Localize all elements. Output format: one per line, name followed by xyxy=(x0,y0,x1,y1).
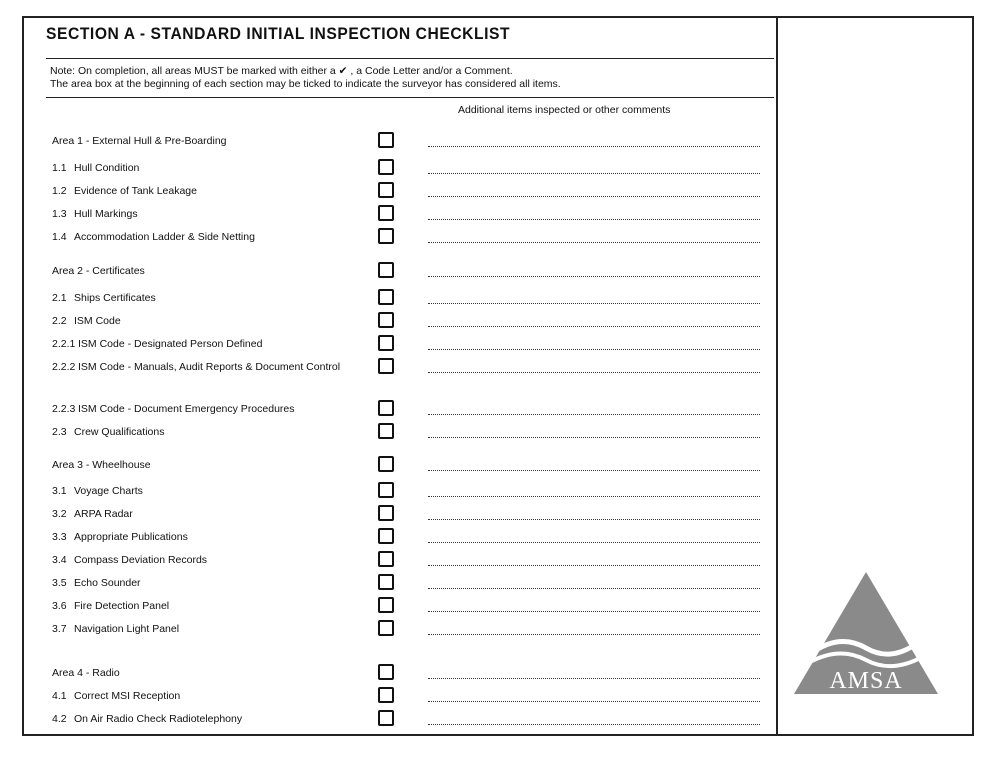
item-label xyxy=(52,135,370,148)
checklist-item-2-2-2 xyxy=(46,342,774,378)
item-number: 3.3 xyxy=(52,531,67,543)
item-text: Area 1 - External Hull & Pre-Boarding xyxy=(52,135,227,147)
item-text: ISM Code - Document Emergency Procedures xyxy=(78,403,295,415)
checkbox[interactable] xyxy=(378,620,394,636)
comment-line[interactable] xyxy=(428,542,760,543)
comment-line[interactable] xyxy=(428,303,760,304)
item-text: On Air Radio Check Radiotelephony xyxy=(74,713,243,725)
item-text: Compass Deviation Records xyxy=(74,554,208,566)
item-text: Hull Markings xyxy=(74,208,138,220)
comment-line[interactable] xyxy=(428,701,760,702)
checkbox[interactable] xyxy=(378,182,394,198)
additional-comments-header: Additional items inspected or other comments xyxy=(458,104,671,116)
item-number: 1.1 xyxy=(52,162,67,174)
item-label xyxy=(52,208,370,221)
item-label xyxy=(52,577,370,590)
item-number: 3.6 xyxy=(52,600,67,612)
item-text: ISM Code - Manuals, Audit Reports & Document Control xyxy=(78,361,341,373)
comment-line[interactable] xyxy=(428,242,760,243)
item-number: 3.5 xyxy=(52,577,67,589)
item-label xyxy=(52,600,370,613)
item-text: Correct MSI Reception xyxy=(74,690,181,702)
item-number: 2.3 xyxy=(52,426,67,438)
checklist-item-3-7 xyxy=(46,618,774,640)
item-label xyxy=(52,508,370,521)
item-number: 3.2 xyxy=(52,508,67,520)
checklist-item-1-1 xyxy=(46,157,774,179)
comment-line[interactable] xyxy=(428,678,760,679)
item-text: Appropriate Publications xyxy=(74,531,188,543)
item-text: ISM Code xyxy=(74,315,121,327)
item-label xyxy=(52,292,370,305)
comment-line[interactable] xyxy=(428,470,760,471)
item-label xyxy=(52,315,370,328)
checkbox[interactable] xyxy=(378,505,394,521)
checkbox[interactable] xyxy=(378,664,394,680)
item-number: 3.4 xyxy=(52,554,67,566)
checklist-item-2-1 xyxy=(46,287,774,309)
item-text: Area 4 - Radio xyxy=(52,667,120,679)
comment-line[interactable] xyxy=(428,326,760,327)
item-number: 3.1 xyxy=(52,485,67,497)
item-label xyxy=(52,531,370,544)
comment-line[interactable] xyxy=(428,437,760,438)
item-label xyxy=(52,485,370,498)
comment-line[interactable] xyxy=(428,414,760,415)
item-text: Evidence of Tank Leakage xyxy=(74,185,197,197)
section-title: SECTION A - STANDARD INITIAL INSPECTION CHECKLIST xyxy=(46,24,511,43)
checkbox[interactable] xyxy=(378,423,394,439)
item-label xyxy=(52,361,370,374)
item-number: 2.2 xyxy=(52,315,67,327)
item-label xyxy=(52,459,370,472)
checklist-document xyxy=(46,20,774,725)
checkbox[interactable] xyxy=(378,597,394,613)
comment-line[interactable] xyxy=(428,496,760,497)
item-text: Navigation Light Panel xyxy=(74,623,180,635)
note-line-2: The area box at the beginning of each section may be ticked to indicate the surveyor has considered all items. xyxy=(50,78,561,90)
checklist-item-3-4 xyxy=(46,549,774,571)
item-label xyxy=(52,185,370,198)
checklist-item-2-2-3 xyxy=(46,398,774,420)
checkbox[interactable] xyxy=(378,312,394,328)
checklist-item-2-3 xyxy=(46,421,774,443)
comment-line[interactable] xyxy=(428,173,760,174)
checklist-item-1-3 xyxy=(46,203,774,225)
comment-line[interactable] xyxy=(428,724,760,725)
item-label xyxy=(52,231,370,244)
note-rule xyxy=(46,97,774,98)
comment-line[interactable] xyxy=(428,146,760,147)
area-heading-row xyxy=(46,662,774,684)
area-heading-row xyxy=(46,130,774,152)
item-text: Fire Detection Panel xyxy=(74,600,170,612)
item-label xyxy=(52,713,370,726)
checklist-item-1-4 xyxy=(46,226,774,248)
item-number: 1.3 xyxy=(52,208,67,220)
checkbox[interactable] xyxy=(378,289,394,305)
checklist-item-3-1 xyxy=(46,480,774,502)
checklist-item-4-1 xyxy=(46,685,774,707)
item-label xyxy=(52,265,370,278)
checklist-item-4-2 xyxy=(46,708,774,730)
item-label xyxy=(52,690,370,703)
checkbox[interactable] xyxy=(378,132,394,148)
checkbox[interactable] xyxy=(378,482,394,498)
logo-text: AMSA xyxy=(829,668,903,694)
item-label xyxy=(52,403,370,416)
item-number: 2.1 xyxy=(52,292,67,304)
item-number: 3.7 xyxy=(52,623,67,635)
instruction-note xyxy=(50,65,774,91)
item-number: 4.2 xyxy=(52,713,67,725)
comment-line[interactable] xyxy=(428,588,760,589)
item-number: 2.2.3 xyxy=(52,403,76,415)
item-text: Voyage Charts xyxy=(74,485,143,497)
checkbox[interactable] xyxy=(378,551,394,567)
checkbox[interactable] xyxy=(378,205,394,221)
title-rule xyxy=(46,58,774,59)
item-number: 1.4 xyxy=(52,231,67,243)
comment-line[interactable] xyxy=(428,372,760,373)
comment-line[interactable] xyxy=(428,611,760,612)
item-label xyxy=(52,667,370,680)
comment-line[interactable] xyxy=(428,276,760,277)
checklist-item-3-3 xyxy=(46,526,774,548)
item-number: 4.1 xyxy=(52,690,67,702)
checkbox[interactable] xyxy=(378,262,394,278)
checkbox[interactable] xyxy=(378,710,394,726)
checkbox[interactable] xyxy=(378,228,394,244)
checkbox[interactable] xyxy=(378,358,394,374)
item-text: Accommodation Ladder & Side Netting xyxy=(74,231,255,243)
comment-line[interactable] xyxy=(428,634,760,635)
checkbox[interactable] xyxy=(378,687,394,703)
item-number: 1.2 xyxy=(52,185,67,197)
item-text: Area 3 - Wheelhouse xyxy=(52,459,151,471)
area-heading-row xyxy=(46,260,774,282)
item-text: Crew Qualifications xyxy=(74,426,165,438)
item-label xyxy=(52,554,370,567)
item-text: Area 2 - Certificates xyxy=(52,265,145,277)
checkbox[interactable] xyxy=(378,528,394,544)
item-text: ARPA Radar xyxy=(74,508,133,520)
item-label xyxy=(52,426,370,439)
checklist-item-3-6 xyxy=(46,595,774,617)
column-divider xyxy=(776,18,778,734)
checkbox[interactable] xyxy=(378,159,394,175)
checklist-item-3-2 xyxy=(46,503,774,525)
checkbox[interactable] xyxy=(378,456,394,472)
comment-line[interactable] xyxy=(428,196,760,197)
amsa-logo xyxy=(792,568,940,698)
comment-line[interactable] xyxy=(428,565,760,566)
note-line-1: Note: On completion, all areas MUST be marked with either a ✔ , a Code Letter and/or a Comment. xyxy=(50,65,513,77)
item-text: Ships Certificates xyxy=(74,292,156,304)
item-number: 2.2.1 xyxy=(52,338,76,350)
area-heading-row xyxy=(46,454,774,476)
checkbox[interactable] xyxy=(378,400,394,416)
item-text: ISM Code - Designated Person Defined xyxy=(78,338,263,350)
checklist-item-2-2 xyxy=(46,310,774,332)
checkbox[interactable] xyxy=(378,574,394,590)
comment-line[interactable] xyxy=(428,519,760,520)
checklist-item-1-2 xyxy=(46,180,774,202)
comment-line[interactable] xyxy=(428,219,760,220)
item-label xyxy=(52,623,370,636)
item-text: Echo Sounder xyxy=(74,577,141,589)
item-number: 2.2.2 xyxy=(52,361,76,373)
item-label xyxy=(52,162,370,175)
item-text: Hull Condition xyxy=(74,162,140,174)
checklist-item-3-5 xyxy=(46,572,774,594)
